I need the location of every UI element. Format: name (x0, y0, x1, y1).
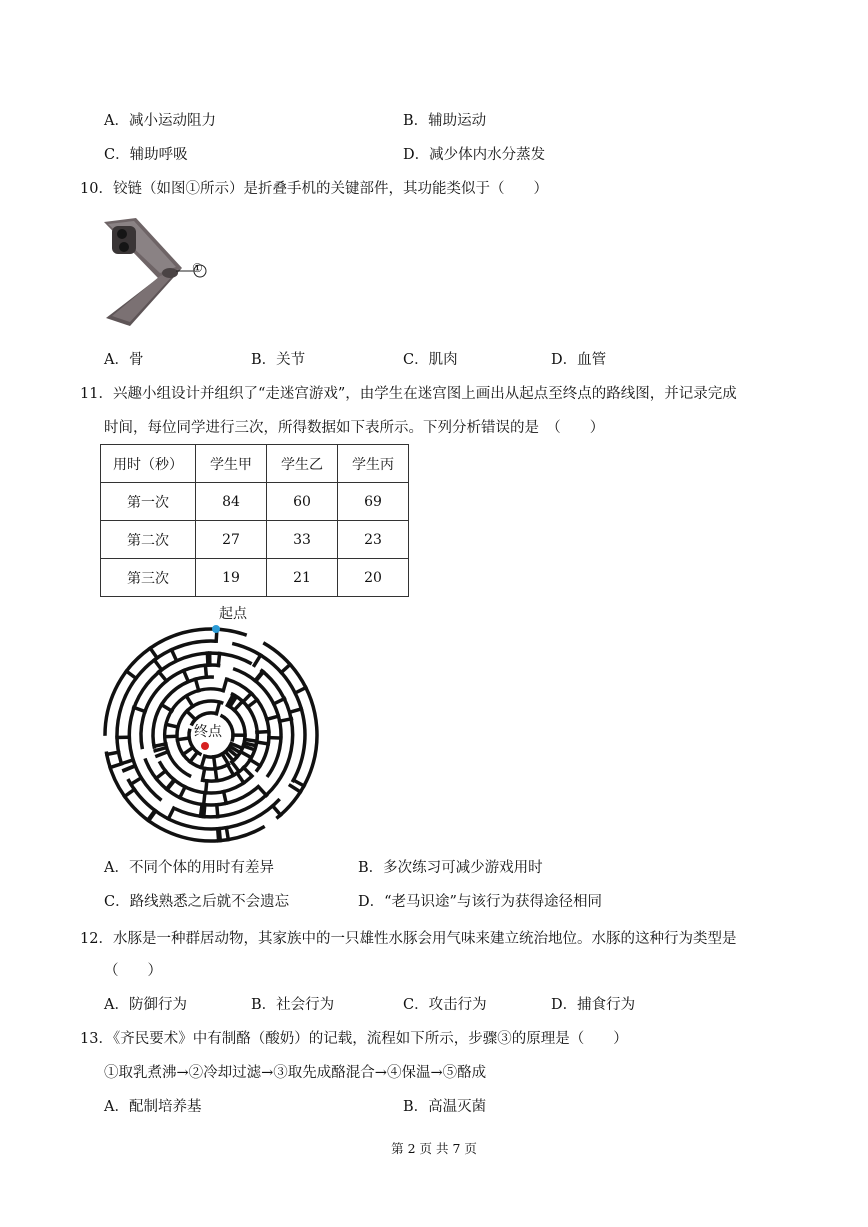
q10-option-b: B．关节 (251, 352, 306, 368)
q11-option-c: C．路线熟悉之后就不会遗忘 (104, 894, 290, 910)
q10-option-c: C．肌肉 (403, 352, 458, 368)
maze-start-dot (212, 625, 220, 633)
table-row (101, 559, 409, 597)
q11-stem-line1: 11．兴趣小组设计并组织了“走迷宫游戏”，由学生在迷宫图上画出从起点至终点的路线图，并记录完成 (80, 386, 737, 402)
table-header-cell: 学生甲 (196, 445, 267, 483)
q13-option-a: A．配制培养基 (104, 1099, 202, 1115)
table-cell: 第三次 (101, 559, 196, 597)
q9-option-b: B．辅助运动 (403, 113, 487, 129)
q10-stem: 10．铰链（如图①所示）是折叠手机的关键部件，其功能类似于（ ） (80, 181, 548, 197)
q11-stem-line2: 时间，每位同学进行三次，所得数据如下表所示。下列分析错误的是 （ ） (104, 420, 605, 436)
q9-option-d: D．减少体内水分蒸发 (403, 147, 546, 163)
table-cell: 27 (196, 521, 267, 559)
table-cell: 69 (338, 483, 409, 521)
page-footer: 第 2 页 共 7 页 (391, 1141, 477, 1156)
maze-end-label: 终点 (194, 724, 222, 740)
q12-option-b: B．社会行为 (251, 997, 335, 1013)
table-cell: 21 (267, 559, 338, 597)
q10-option-a: A．骨 (104, 352, 144, 368)
table-cell: 第一次 (101, 483, 196, 521)
q12-option-a: A．防御行为 (104, 997, 187, 1013)
q9-option-a: A．减小运动阻力 (104, 113, 216, 129)
q12-stem-line1: 12．水豚是一种群居动物，其家族中的一只雄性水豚会用气味来建立统治地位。水豚的这种行为类型是 (80, 931, 737, 947)
q13-stem: 13．《齐民要术》中有制酪（酸奶）的记载，流程如下所示，步骤③的原理是（ ） (80, 1031, 628, 1047)
q11-option-a: A．不同个体的用时有差异 (104, 860, 274, 876)
table-header-cell: 用时（秒） (101, 445, 196, 483)
table-cell: 33 (267, 521, 338, 559)
table-header-row (101, 445, 409, 483)
maze-start-label: 起点 (219, 606, 247, 622)
table-cell: 60 (267, 483, 338, 521)
table-cell: 84 (196, 483, 267, 521)
table-header-cell: 学生乙 (267, 445, 338, 483)
q13-process: ①取乳煮沸→②冷却过滤→③取先成酪混合→④保温→⑤酪成 (104, 1065, 487, 1081)
q11-option-d: D．“老马识途”与该行为获得途径相同 (358, 894, 602, 910)
table-cell: 19 (196, 559, 267, 597)
table-cell: 20 (338, 559, 409, 597)
q9-option-c: C．辅助呼吸 (104, 147, 188, 163)
maze-end-dot (201, 742, 209, 750)
q10-figure-label: ① (192, 261, 203, 275)
table-cell: 第二次 (101, 521, 196, 559)
table-row (101, 521, 409, 559)
q13-option-b: B．高温灭菌 (403, 1099, 487, 1115)
timing-table (100, 444, 409, 597)
q11-option-b: B．多次练习可减少游戏用时 (358, 860, 543, 876)
table-row (101, 483, 409, 521)
q12-stem-line2: （ ） (104, 963, 162, 979)
q12-option-d: D．捕食行为 (551, 997, 636, 1013)
folding-phone-hinge-image (100, 218, 215, 332)
table-cell: 23 (338, 521, 409, 559)
table-header-cell: 学生丙 (338, 445, 409, 483)
q10-option-d: D．血管 (551, 352, 607, 368)
q12-option-c: C．攻击行为 (403, 997, 487, 1013)
